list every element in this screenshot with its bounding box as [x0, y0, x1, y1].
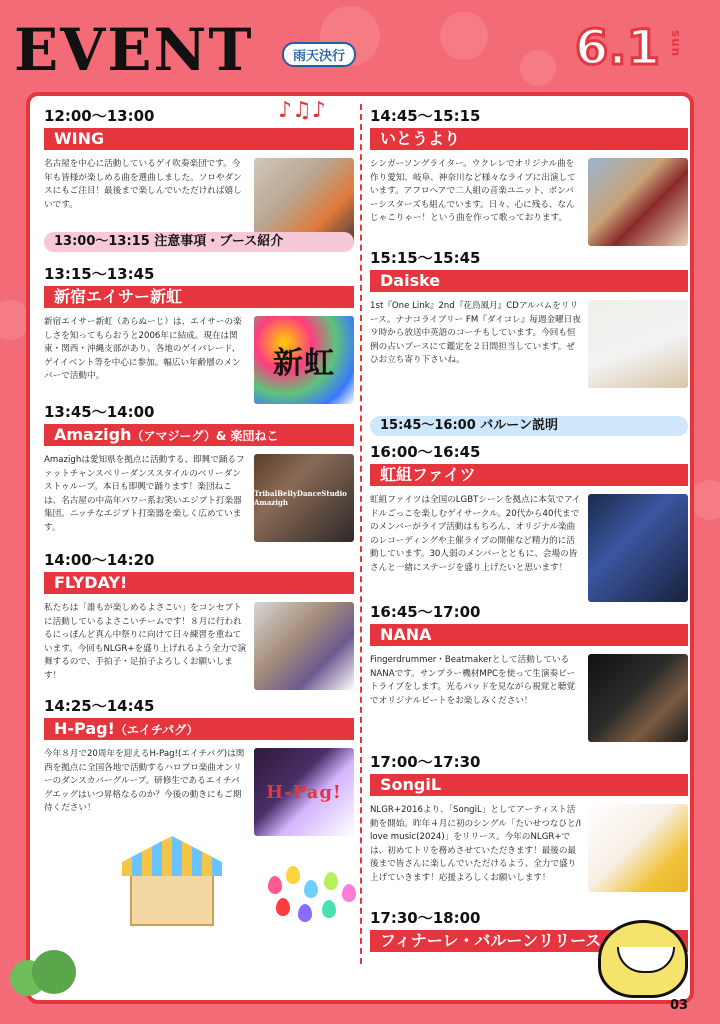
program-description: 新宿エイサー新虹（あらぬーじ）は、エイサーの楽しさを知ってもらおうと2006年に結成。現在は関東・関西・沖縄支部があり、各地のゲイパレード、ゲイイベント等を中心に参加。幅広い年齢層のメンバーで活動中。 — [44, 317, 242, 382]
program-description: 虹組ファイツは全国のLGBTシーンを拠点に本気でアイドルごっこを楽しむゲイサークル。20代から40代までのメンバーがライブ活動はもちろん、オリジナル楽曲のレコーディングや主催ライブの開催など精力的に活動しています。30人弱のメンバーとともに、会場の皆さんと一緒にステージを盛り上げたいと思います！ — [370, 495, 581, 573]
logo-text: 新虹 — [273, 346, 335, 381]
program-time: 15:15〜15:45 — [370, 249, 481, 267]
program-time: 14:25〜14:45 — [44, 697, 155, 715]
group-photo — [254, 602, 354, 690]
program-item — [370, 248, 688, 388]
trees-illustration — [10, 950, 80, 1010]
music-notes-icon: ♪♫♪ — [278, 98, 326, 123]
schedule-panel — [26, 92, 694, 1004]
program-item — [370, 752, 688, 892]
program-item — [370, 442, 688, 602]
program-time: 14:45〜15:15 — [370, 107, 481, 125]
logo-text: TribalBellyDanceStudio Amazigh — [254, 489, 347, 507]
program-time: 13:15〜13:45 — [44, 265, 155, 283]
balloons-illustration — [258, 866, 368, 976]
program-item — [44, 106, 354, 246]
program-item — [370, 106, 688, 246]
page-header — [0, 0, 720, 90]
program-time: 13:45〜14:00 — [44, 403, 155, 421]
notice-item — [370, 416, 688, 436]
program-item — [44, 550, 354, 690]
program-item — [370, 602, 688, 742]
program-description: 今年８月で20周年を迎えるH-Pag!(エイチパグ)は関西を拠点に全国各地で活動するハロプロ楽曲オンリーのダンスカバーグループ。研修生であるエイチパグエッグはいつ昇格なるのか？今後の動きにもご期待ください！ — [44, 749, 245, 814]
page-title: EVENT — [14, 16, 254, 84]
program-name: 虹組ファイツ — [370, 464, 688, 486]
program-name: フィナーレ・バルーンリリース — [370, 930, 688, 952]
program-name: Amazigh（アマジーグ）& 楽団ねこ — [44, 424, 354, 446]
shinniji-logo — [254, 316, 354, 404]
rain-badge: 雨天決行 — [282, 42, 356, 67]
program-description: シンガーソングライター。ウクレレでオリジナル曲を作り愛知、岐阜、神奈川など様々なライブに出演しています。アフロヘアで二人組の音楽ユニット、ボンバーシスターズも組んでいます。日々、心に残る、なんじゃこりゃー！という曲を作って歌っております。 — [370, 159, 576, 224]
page-number: 03 — [670, 998, 689, 1013]
event-day: sun — [669, 30, 683, 58]
notice-item — [44, 232, 354, 252]
program-item — [44, 696, 354, 836]
program-description: 私たちは「誰もが楽しめるよさこい」をコンセプトに活動しているよさこいチームです！８月に行われるにっぽんど真ん中祭りに向けて日々練習を重ねています。今回もNLGR+を盛り上げれるよう全力で演舞するので、手拍子・足拍子よろしくお願いします！ — [44, 603, 247, 681]
drum-photo — [254, 454, 354, 542]
performer-photo — [588, 654, 688, 742]
program-name: Daiske — [370, 270, 688, 292]
program-description: Amazighは愛知県を拠点に活動する、即興で踊るファットチャンスベリーダンススタイルのベリーダンストゥループ。本日も即興で踊ります！楽団ねこは、名古屋の中高年パワー系お笑いエジプト打楽器集団。ニッチなエジプト打楽器を楽しく広めています。 — [44, 455, 245, 533]
program-time: 17:00〜17:30 — [370, 753, 481, 771]
program-name: H-Pag!（エイチパグ） — [44, 718, 354, 740]
program-name: いとうより — [370, 128, 688, 150]
program-name: WING — [44, 128, 354, 150]
notice-banner: 13:00〜13:15 注意事項・ブース紹介 — [44, 232, 354, 252]
stage-tent-illustration — [122, 836, 222, 926]
portrait-photo — [588, 300, 688, 388]
program-time: 17:30〜18:00 — [370, 909, 481, 927]
program-time: 12:00〜13:00 — [44, 107, 155, 125]
program-name: NANA — [370, 624, 688, 646]
program-item — [44, 264, 354, 404]
program-time: 16:45〜17:00 — [370, 603, 481, 621]
program-name: SongiL — [370, 774, 688, 796]
mascot-illustration — [598, 920, 688, 998]
column-divider — [360, 104, 362, 964]
program-time: 14:00〜14:20 — [44, 551, 155, 569]
program-description: Fingerdrummer・Beatmakerとして活動しているNANAです。サンプラー機材MPCを使って生演奏ビートライブをします。光るパッドを見ながら視覚と聴覚でオリジナルビートをお楽しみください！ — [370, 655, 576, 706]
notice-banner: 15:45〜16:00 バルーン説明 — [370, 416, 688, 436]
singer-photo — [588, 158, 688, 246]
program-description: 名古屋を中心に活動しているゲイ吹奏楽団です。今年も皆様が楽しめる曲を選曲しました。ソロやダンスにもご注目！最後まで楽しんでいただければ嬉しいです。 — [44, 159, 242, 210]
program-item — [44, 402, 354, 542]
program-description: NLGR+2016より、「SongiL」としてアーティスト活動を開始。昨年４月に初のシングル「たいせつなひと/I love music(2024)」をリリース。今年のNLGR+では、初めてトリを務めさせていただきます！最後の最後まで皆さんに楽しんでいただけるよう、全力で盛り上げていきます！応援よろしくお願いします！ — [370, 805, 582, 883]
logo-text: H-Pag! — [266, 781, 342, 803]
stage-photo — [588, 494, 688, 602]
artist-photo — [588, 804, 688, 892]
event-date: 6.1 — [575, 20, 661, 76]
program-description: 1st『One Link』2nd『花鳥風月』CDアルバムをリリース。ナナコライブリー FM『ダイコレ』毎週金曜日夜９時から放送中英語のコーチもしています。今回も恒例の占いブースにて鑑定を２日間担当しています。ぜひお立ち寄り下さいね。 — [370, 301, 581, 366]
program-time: 16:00〜16:45 — [370, 443, 481, 461]
program-name: 新宿エイサー新虹 — [44, 286, 354, 308]
collage-photo — [254, 748, 354, 836]
program-name: FLYDAY! — [44, 572, 354, 594]
